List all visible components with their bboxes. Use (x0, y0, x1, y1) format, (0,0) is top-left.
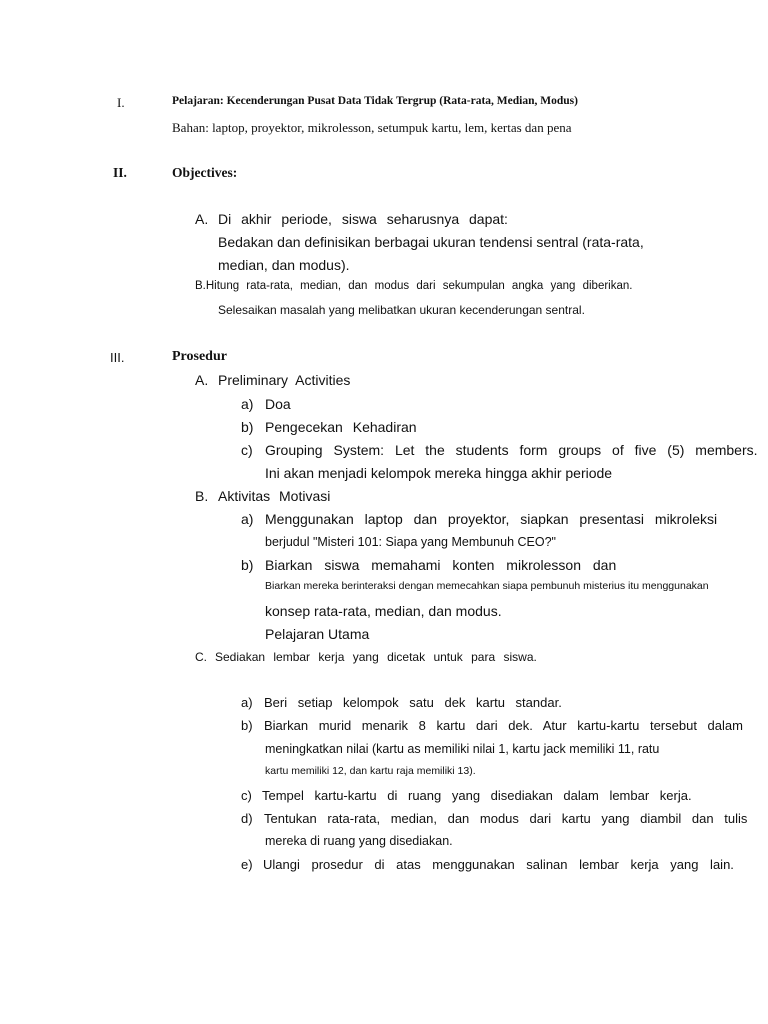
section-3-numeral: III. (110, 350, 125, 365)
list-item-continuation: Ini akan menjadi kelompok mereka hingga akhir periode (265, 465, 613, 481)
list-item: Pengecekan Kehadiran (265, 419, 417, 435)
list-item-continuation: berjudul "Misteri 101: Siapa yang Membunuh CEO?" (265, 535, 556, 549)
section-2-numeral: II. (113, 165, 127, 180)
list-item: Biarkan murid menarik 8 kartu dari dek. Atur kartu-kartu tersebut dalam (264, 718, 743, 733)
section-1-title: Pelajaran: Kecenderungan Pusat Data Tidak Tergrup (Rata-rata, Median, Modus) (172, 95, 578, 107)
list-item: Tempel kartu-kartu di ruang yang disediakan dalam lembar kerja. (262, 788, 692, 803)
list-item: Beri setiap kelompok satu dek kartu standar. (264, 695, 562, 710)
procedure-a-label: Preliminary Activities (218, 372, 351, 388)
item-marker: a) (241, 396, 254, 412)
objective-a-line-3: median, dan modus). (218, 257, 350, 273)
procedure-b-label: Aktivitas Motivasi (218, 488, 331, 504)
main-lesson-heading: Pelajaran Utama (265, 626, 370, 642)
list-item-continuation: mereka di ruang yang disediakan. (265, 834, 453, 848)
section-1-numeral: I. (117, 95, 125, 110)
item-marker: c) (241, 442, 253, 458)
list-item: Doa (265, 396, 291, 412)
objective-a-line-2: Bedakan dan definisikan berbagai ukuran tendensi sentral (rata-rata, (218, 234, 644, 250)
procedure-b-marker: B. (195, 488, 209, 504)
procedure-a-marker: A. (195, 372, 209, 388)
objective-b-line-2: Selesaikan masalah yang melibatkan ukuran kecenderungan sentral. (218, 303, 585, 317)
list-item: Grouping System: Let the students form groups of five (5) members. (265, 442, 758, 458)
item-marker: b) (241, 718, 253, 733)
item-marker: c) (241, 788, 252, 803)
objective-b-line-1: B.Hitung rata-rata, median, dan modus dari sekumpulan angka yang diberikan. (195, 280, 633, 292)
objective-a-line-1: Di akhir periode, siswa seharusnya dapat: (218, 211, 508, 227)
list-item: Tentukan rata-rata, median, dan modus dari kartu yang diambil dan tulis (264, 811, 748, 826)
item-marker: e) (241, 857, 253, 872)
item-marker: a) (241, 511, 254, 527)
item-marker: b) (241, 419, 254, 435)
item-marker: a) (241, 695, 253, 710)
list-item: Ulangi prosedur di atas menggunakan salinan lembar kerja yang lain. (263, 857, 734, 872)
materials-line: Bahan: laptop, proyektor, mikrolesson, setumpuk kartu, lem, kertas dan pena (172, 120, 572, 135)
objective-a-marker: A. (195, 211, 209, 227)
list-item-continuation: Biarkan mereka berinteraksi dengan memecahkan siapa pembunuh misterius itu menggunakan (265, 580, 709, 592)
list-item-continuation: konsep rata-rata, median, dan modus. (265, 603, 502, 619)
section-2-title: Objectives: (172, 165, 238, 180)
section-3-title: Prosedur (172, 349, 227, 364)
procedure-c-label: Sediakan lembar kerja yang dicetak untuk para siswa. (215, 650, 537, 664)
list-item: Biarkan siswa memahami konten mikrolesson dan (265, 557, 617, 573)
item-marker: d) (241, 811, 253, 826)
list-item-continuation: kartu memiliki 12, dan kartu raja memiliki 13). (265, 765, 476, 777)
procedure-c-marker: C. (195, 650, 207, 664)
list-item: Menggunakan laptop dan proyektor, siapkan presentasi mikroleksi (265, 511, 718, 527)
list-item-continuation: meningkatkan nilai (kartu as memiliki nilai 1, kartu jack memiliki 11, ratu (265, 742, 660, 756)
item-marker: b) (241, 557, 254, 573)
